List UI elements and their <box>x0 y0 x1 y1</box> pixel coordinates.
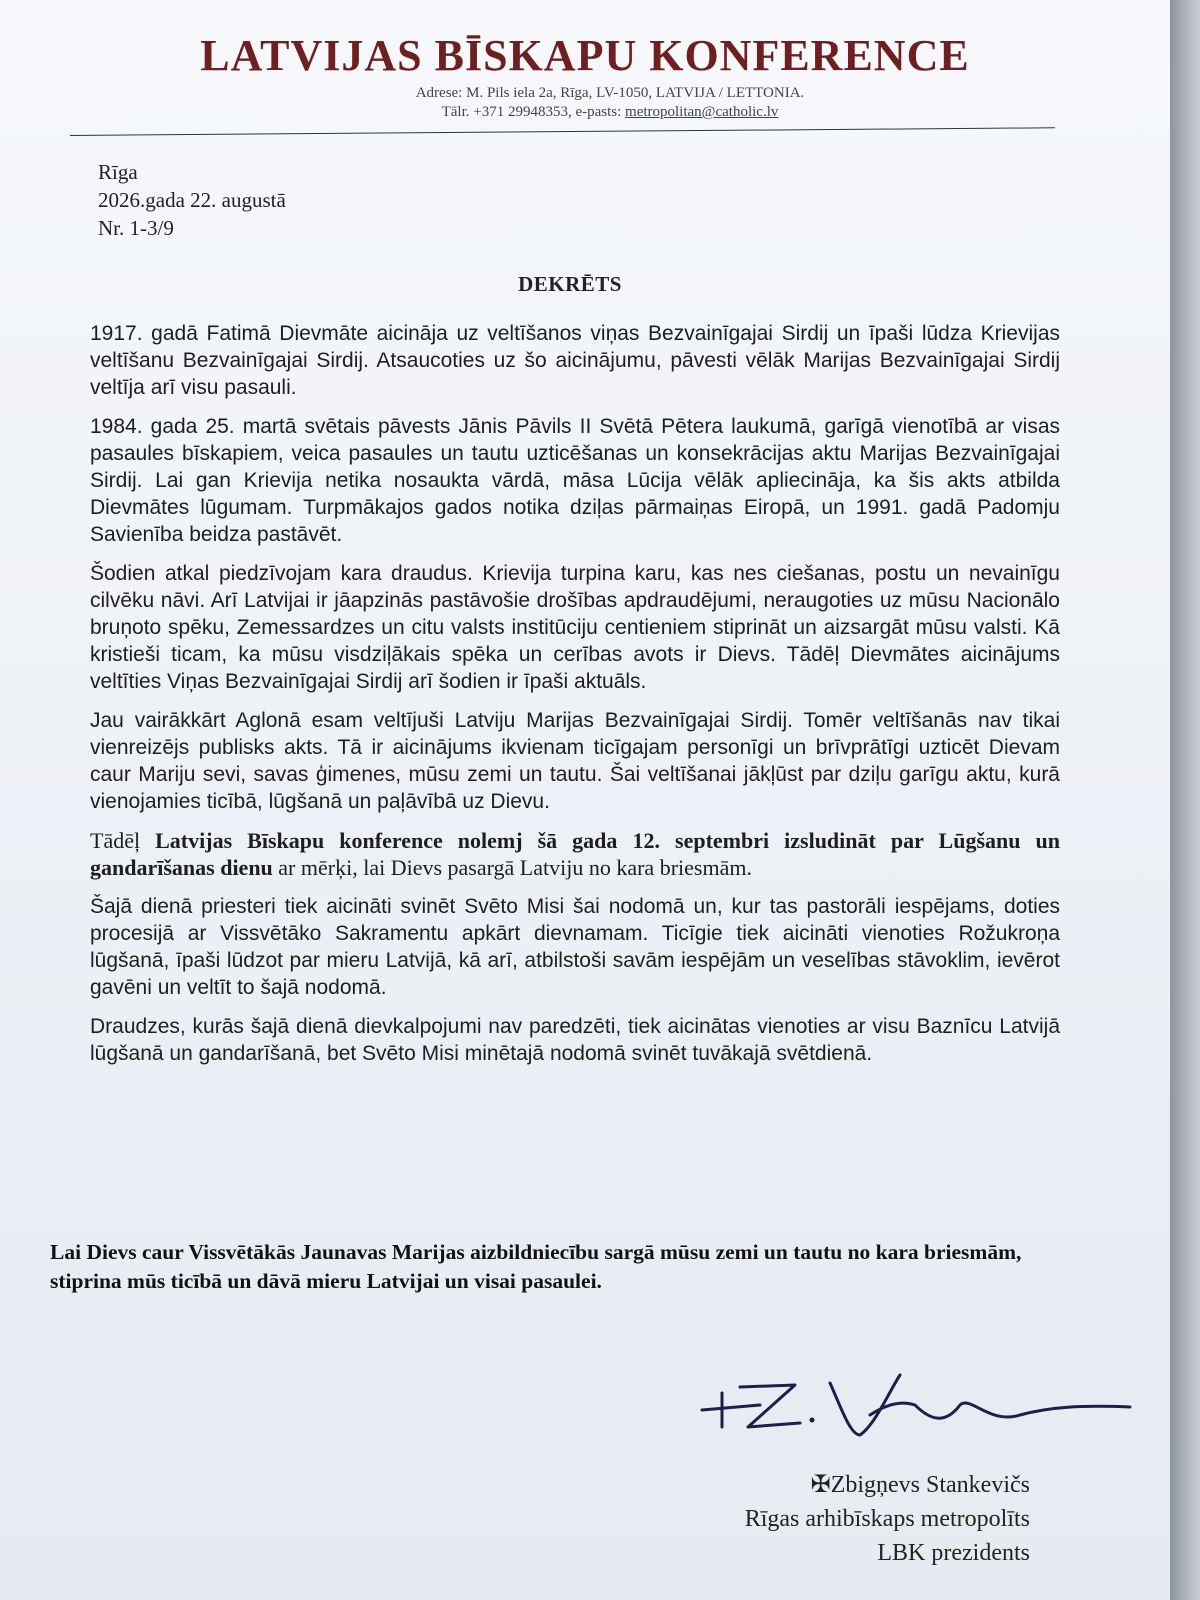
paragraph-5-bold: Latvijas Bīskapu konference nolemj šā gada 12. septembri izsludināt par Lūgšanu un gandarīšanas dienu <box>90 828 1060 880</box>
organization-name: LATVIJAS BĪSKAPU KONFERENCE <box>200 31 970 80</box>
signer-role-1: Rīgas arhibīskaps metropolīts <box>744 1506 1030 1532</box>
signer-name: ✠Zbigņevs Stankevičs <box>810 1472 1030 1498</box>
document-title: DEKRĒTS <box>518 272 622 296</box>
document-meta <box>98 158 286 242</box>
signer-role-2: LBK prezidents <box>877 1540 1030 1566</box>
paragraph-5 <box>90 827 1060 881</box>
paragraph-1: 1917. gadā Fatimā Dievmāte aicināja uz veltīšanos viņas Bezvainīgajai Sirdij un īpaši lūdza Krievijas veltīšanu Bezvainīgajai Sirdij. Atsaucoties uz šo aicinājumu, pāvesti vēlāk Marijas Bezvainīgajai Sirdij veltīja arī visu pasauli. <box>90 322 1060 399</box>
paragraph-3: Šodien atkal piedzīvojam kara draudus. Krievija turpina karu, kas nes ciešanas, postu un nevainīgu cilvēku nāvi. Arī Latvijai ir jāapzinās pastāvošie drošības apdraudējumi, neraugoties uz mūsu Nacionālo bruņoto spēku, Zemessardzes un citu valsts institūciju centieniem stiprināt un aizsargāt mūsu valsti. Kā kristieši ticam, ka mūsu visdziļākais spēka un cerības avots ir Dievs. Tādēļ Dievmātes aicinājums veltīties Viņas Bezvainīgajai Sirdij arī šodien ir īpaši aktuāls. <box>90 562 1060 693</box>
paragraph-7: Draudzes, kurās šajā dienā dievkalpojumi nav paredzēti, tiek aicinātas vienoties ar visu Baznīcu Latvijā lūgšanā un gandarīšanā, bet Svēto Misi minētajā nodomā svinēt tuvākajā svētdienā. <box>90 1015 1060 1065</box>
background-edge <box>1170 0 1200 1600</box>
paragraph-5-end: ar mērķi, lai Dievs pasargā Latviju no kara briesmām. <box>272 855 752 880</box>
date: 2026.gada 22. augustā <box>98 188 286 212</box>
document-number: Nr. 1-3/9 <box>98 216 174 240</box>
letterhead <box>70 30 1060 121</box>
paragraph-2: 1984. gada 25. martā svētais pāvests Jānis Pāvils II Svētā Pētera laukumā, garīgā vienotībā ar visas pasaules bīskapiem, veica pasaules un tautu uzticēšanas un konsekrācijas aktu Marijas Bezvainīgajai Sirdij. Lai gan Krievija netika nosaukta vārdā, māsa Lūcija vēlāk apliecināja, ka šis akts atbilda Dievmātes lūgumam. Turpmākajos gados notika dziļas pārmaiņas Eiropā, un 1991. gadā Padomju Savienība beidza pastāvēt. <box>90 415 1060 546</box>
signer-block <box>745 1468 1030 1570</box>
paragraph-4: Jau vairākkārt Aglonā esam veltījuši Latviju Marijas Bezvainīgajai Sirdij. Tomēr veltīšanās nav tikai vienreizējs publisks akts. Tā ir aicinājums ikvienam ticīgajam personīgi un brīvprātīgi uzticēt Dievam caur Mariju sevi, savas ģimenes, mūsu zemi un tautu. Šai veltīšanai jākļūst par dziļu garīgu aktu, kurā vienojamies ticībā, lūgšanā un paļāvībā uz Dievu. <box>90 709 1060 813</box>
header-divider <box>70 127 1055 136</box>
handwritten-signature <box>700 1365 1140 1450</box>
place: Rīga <box>98 160 138 184</box>
address-line: Adrese: M. Pils iela 2a, Rīga, LV-1050, LATVIJA / LETTONIA. <box>415 85 805 101</box>
contact-line <box>160 104 1060 121</box>
paragraph-6: Šajā dienā priesteri tiek aicināti svinēt Svēto Misi šai nodomā un, kur tas pastorāli iespējams, doties procesijā ar Vissvētāko Sakramentu apkārt dievnamam. Ticīgie tiek aicināti vienoties Rožukroņa lūgšanā, īpaši lūdzot par mieru Latvijā, kā arī, atbilstoši savām iespējām un veselības stāvoklim, ievērot gavēni un veltīt to šajā nodomā. <box>90 895 1060 999</box>
phone-text: Tālr. +371 29948353, e-pasts: <box>441 104 622 120</box>
document-body <box>90 320 1060 1079</box>
email-link[interactable]: metropolitan@catholic.lv <box>625 104 779 120</box>
closing-blessing: Lai Dievs caur Vissvētākās Jaunavas Marijas aizbildniecību sargā mūsu zemi un tautu no kara briesmām, stiprina mūs ticībā un dāvā mieru Latvijai un visai pasaulei. <box>50 1240 1022 1293</box>
paragraph-5-start: Tādēļ <box>90 828 156 853</box>
